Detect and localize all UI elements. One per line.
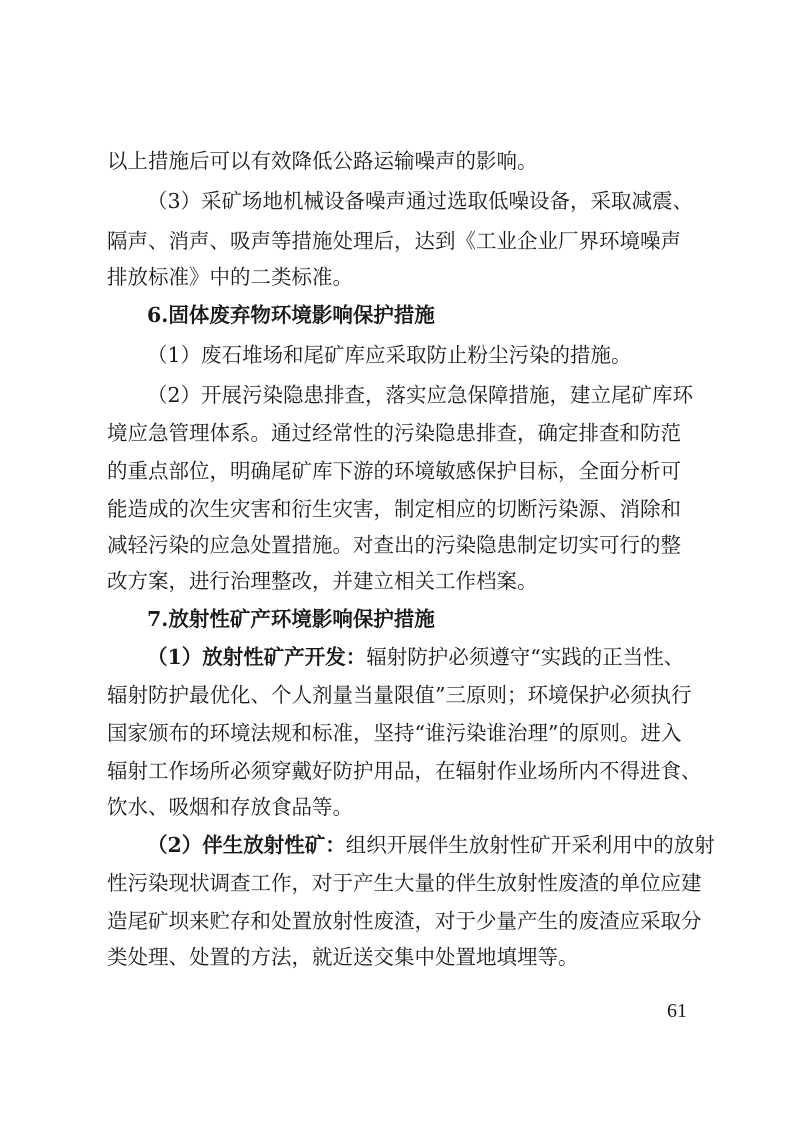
body-text: 组织开展伴生放射性矿开采利用中的放射: [345, 833, 715, 857]
body-line: （1）废石堆场和尾矿库应采取防止粉尘污染的措施。: [147, 343, 632, 367]
section-heading: 6.固体废弃物环境影响保护措施: [147, 303, 435, 327]
section-heading: 7.放射性矿产环境影响保护措施: [147, 607, 435, 631]
body-line: [147, 642, 684, 672]
body-line: 国家颁布的环境法规和标准，坚持“谁污染谁治理”的原则。进入: [107, 721, 682, 745]
body-line: [147, 830, 715, 860]
body-line: （2）开展污染隐患排查，落实应急保障措施，建立尾矿库环: [147, 383, 694, 407]
body-line: 性污染现状调查工作，对于产生大量的伴生放射性废渣的单位应建: [107, 871, 702, 895]
body-line: 以上措施后可以有效降低公路运输噪声的影响。: [107, 149, 538, 173]
body-line: 辐射防护最优化、个人剂量当量限值”三原则；环境保护必须执行: [107, 683, 692, 707]
body-line: （3）采矿场地机械设备噪声通过选取低噪设备，采取减震、: [147, 189, 694, 213]
body-line: 排放标准》中的二类标准。: [107, 265, 353, 289]
page-number: 61: [667, 1000, 687, 1022]
subsection-lead: （2）伴生放射性矿：: [147, 833, 346, 857]
body-line: 饮水、吸烟和存放食品等。: [107, 795, 353, 819]
body-line: 类处理、处置的方法，就近送交集中处置地填埋等。: [107, 945, 579, 969]
body-text: 辐射防护必须遵守“实践的正当性、: [366, 645, 685, 669]
body-line: 减轻污染的应急处置措施。对查出的污染隐患制定切实可行的整: [107, 533, 681, 557]
body-line: 境应急管理体系。通过经常性的污染隐患排查，确定排查和防范: [107, 421, 681, 445]
body-line: 能造成的次生灾害和衍生灾害，制定相应的切断污染源、消除和: [107, 497, 681, 521]
body-line: 的重点部位，明确尾矿库下游的环境敏感保护目标，全面分析可: [107, 459, 681, 483]
body-line: 隔声、消声、吸声等措施处理后，达到《工业企业厂界环境噪声: [107, 229, 681, 253]
body-line: 造尾矿坝来贮存和处置放射性废渣，对于少量产生的废渣应采取分: [107, 909, 702, 933]
body-line: 辐射工作场所必须穿戴好防护用品，在辐射作业场所内不得进食、: [107, 759, 702, 783]
body-line: 改方案，进行治理整改，并建立相关工作档案。: [107, 569, 538, 593]
subsection-lead: （1）放射性矿产开发：: [147, 645, 367, 669]
